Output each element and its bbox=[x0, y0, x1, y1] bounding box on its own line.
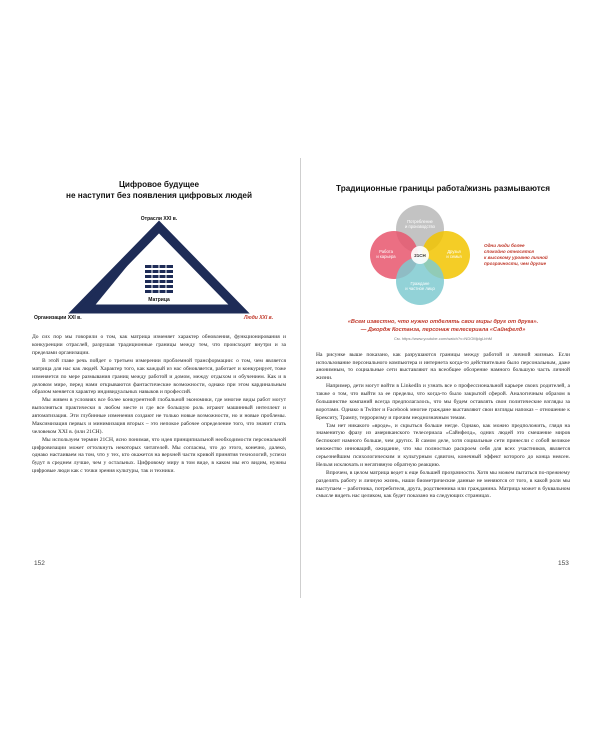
right-page-number: 153 bbox=[558, 560, 569, 567]
triangle-svg bbox=[32, 205, 286, 323]
venn-svg bbox=[316, 199, 570, 307]
venn-center-label: 21CH bbox=[414, 252, 426, 258]
seinfeld-quote bbox=[324, 318, 562, 342]
triangle-right-label: Люди XXI в. bbox=[244, 315, 274, 322]
left-page-number: 152 bbox=[34, 560, 45, 567]
venn-right-label: Друзья и семья bbox=[446, 248, 462, 259]
triangle-diagram bbox=[32, 205, 286, 328]
triangle-left-label: Организации XXI в. bbox=[34, 315, 82, 322]
venn-diagram bbox=[316, 199, 570, 312]
quote-line2: — Джордж Костанза, персонаж телесериала «Сайнфелд» bbox=[360, 326, 526, 333]
left-paragraph: Мы используем термин 21CH, ясно понимая, что идея принципиальной необходимости персональной цифровизации может оттолкнуть некоторых читателей. Мы согласны, что до этого, конечно, далеко, однако настаиваем на том, что у тех, кто окажется на верхней части кривой принятия технологий, успехи будут в среднем лучше, чем у остальных. Цифровому миру в том виде, в каком мы его видим, нужны цифровые люди как с точки зрения культуры, так и техники. bbox=[32, 436, 286, 475]
left-page bbox=[32, 150, 286, 476]
venn-top-label: Потребление и производство bbox=[404, 218, 436, 229]
left-figure-title-line2: не наступит без появления цифровых людей bbox=[66, 190, 252, 200]
venn-bottom-label: Граждане и частное лицо bbox=[405, 280, 435, 291]
left-paragraph: Мы живем в условиях все более конкурентной глобальной экономики, где многие виды работ могут выполняться практически в любом месте и где все большую роль играют машинный интеллект и автоматизация. Эти глубинные изменения создают не только новые возможности, но и новые проблемы. Максимизация первых и минимизация вторых – это непокое рабочее определение того, что значит стать человеком XXI в. (или 21CH). bbox=[32, 397, 286, 435]
quote-line1: «Всем известно, что нужно отделять свои миры друг от друга». bbox=[347, 318, 539, 325]
matrix-label: Матрица bbox=[148, 297, 170, 304]
venn-side-note: Одни люди более спокойно относятся к высокому уровню личной прозрачности, чем другие bbox=[484, 242, 548, 266]
left-paragraph: До сих пор мы говорили о том, как матрица изменяет характер обновления, функционирования и конкуренции отраслей, разрушая традиционные границы между тем, что происходит внутри и за пределами организации. bbox=[32, 334, 286, 357]
right-paragraph: Например, дети могут войти в LinkedIn и узнать все о профессиональной карьере своих родителей, а также о том, что выйти за ее пределы, что когда-то было закрытой сферой. Аналогичным образом в большинстве компаний всегда предполагалось, что мы будем оставлять свои политические взгляды за воротами. Однако в Twitter и Facebook многие граждане выставляют свои взгляды напоказ – отношение к Брекситу, Трампу, терроризму и прочим неоднозначным темам. bbox=[316, 383, 570, 421]
quote-source: См. https://www.youtube.com/watch?v=NDOMjdgLbhM bbox=[393, 335, 492, 341]
right-body-text bbox=[316, 352, 570, 502]
left-figure-title-line1: Цифровое будущее bbox=[118, 180, 200, 189]
left-paragraph: В этой главе речь пойдет о третьем измерении проблемной трансформации: о том, чем является матрица для нас как людей. Характер того, как каждый из нас обновляется, работает и конкурирует, тоже изменяется по мере размывания границ между работой и домом, между отдыхом и обучением. Как и в деловом мире, перед нами открываются фантастические возможности, однако при этом кардинальным образом меняется характер индивидуальных навыков и профессий. bbox=[32, 357, 286, 396]
left-body-text bbox=[32, 334, 286, 476]
venn-left-label: Работа и карьера bbox=[376, 248, 396, 259]
right-paragraph: На рисунке выше показано, как разрушаются границы между работой и личной жизнью. Если использование персонального компьютера и интернета когда-то действительно было персональным, даже анонимным, то социальные сети выставляют на всеобщее обозрение намного большую часть личной жизни. bbox=[316, 351, 570, 382]
left-figure-title bbox=[32, 180, 286, 201]
right-paragraph: Там нет никакого «вроде», и скрыться больше негде. Однако, как можно предположить, глядя на знаменитую фразу из американского телесериала «Сайнфелд», одних людей это смешение миров беспокоит намного больше, чем других. В самом деле, хотя социальные сети принесли с собой великое множество инноваций, ожидание, что мы полностью раскроем себя для всех участников, является серьезнейшим психологическим и культурным сдвигом, конечный эффект которого до конца неясен. Нельзя исключать и негативную обратную реакцию. bbox=[316, 422, 570, 468]
right-figure-title: Традиционные границы работа/жизнь размываются bbox=[336, 184, 550, 193]
triangle-top-label: Отрасли XXI в. bbox=[140, 216, 178, 223]
right-paragraph: Впрочем, в целом матрица ведет к еще большей прозрачности. Хотя мы можем пытаться по-прежнему разделять работу и личную жизнь, наши биометрические данные не меняются от того, в какой роли мы выступаем – работника, потребителя, друга, родственника или гражданина. Матрица может в буквальном смысле видеть нас целиком, как будет показано на следующих страницах. bbox=[316, 469, 570, 500]
book-spine bbox=[300, 158, 301, 598]
right-page bbox=[316, 150, 570, 501]
